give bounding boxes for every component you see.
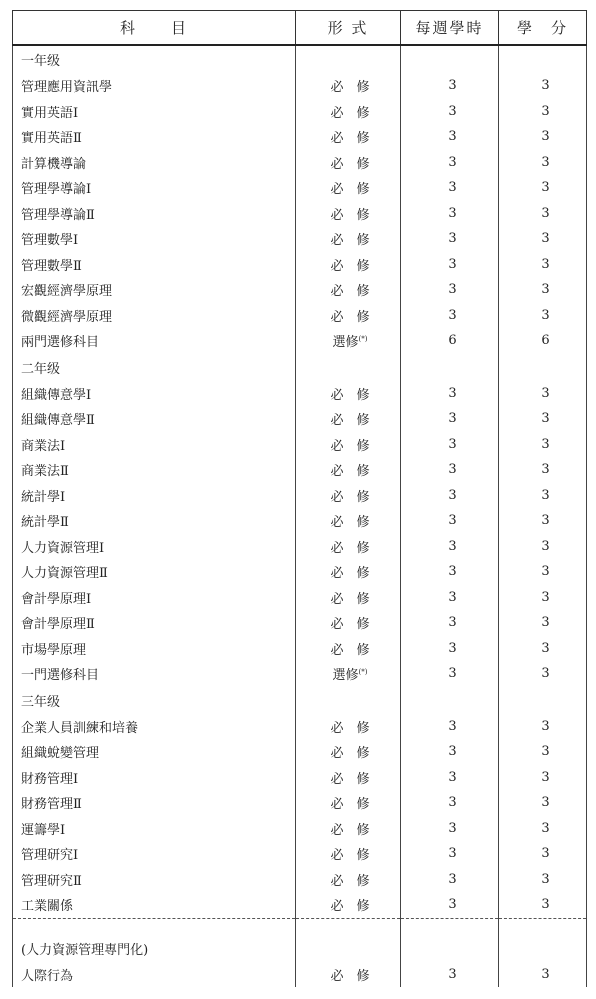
table-body bbox=[13, 45, 587, 987]
course-form bbox=[296, 790, 401, 816]
course-form-label: 必 修 bbox=[330, 873, 370, 889]
course-subject: 計算機導論 bbox=[13, 150, 296, 176]
course-credits: 3 bbox=[499, 381, 587, 407]
course-weekly-hours: 3 bbox=[401, 962, 499, 988]
course-credits: 3 bbox=[499, 739, 587, 765]
empty-cell bbox=[296, 687, 401, 714]
course-weekly-hours: 3 bbox=[401, 765, 499, 791]
course-form-label: 必 修 bbox=[330, 156, 370, 172]
course-credits: 3 bbox=[499, 277, 587, 303]
course-form bbox=[296, 99, 401, 125]
course-form-label: 必 修 bbox=[330, 489, 370, 505]
course-form-label: 必 修 bbox=[330, 80, 370, 96]
empty-cell bbox=[401, 935, 499, 962]
course-weekly-hours: 3 bbox=[401, 636, 499, 662]
course-weekly-hours: 3 bbox=[401, 303, 499, 329]
course-form bbox=[296, 714, 401, 740]
header-form: 形 式 bbox=[296, 11, 401, 46]
course-row bbox=[13, 328, 587, 354]
empty-cell bbox=[499, 918, 587, 935]
course-subject: 統計學Ⅱ bbox=[13, 508, 296, 534]
course-credits: 3 bbox=[499, 585, 587, 611]
course-subject: 管理數學Ⅱ bbox=[13, 252, 296, 278]
course-row bbox=[13, 790, 587, 816]
course-subject: 運籌學Ⅰ bbox=[13, 816, 296, 842]
course-form bbox=[296, 559, 401, 585]
empty-cell bbox=[296, 45, 401, 73]
course-subject: 微觀經濟學原理 bbox=[13, 303, 296, 329]
course-weekly-hours: 3 bbox=[401, 892, 499, 918]
course-form bbox=[296, 483, 401, 509]
course-credits: 3 bbox=[499, 765, 587, 791]
course-credits: 3 bbox=[499, 714, 587, 740]
course-credits: 3 bbox=[499, 962, 587, 988]
course-credits: 3 bbox=[499, 483, 587, 509]
course-form-label: 必 修 bbox=[330, 720, 370, 736]
course-form-label: 必 修 bbox=[330, 968, 370, 984]
course-form bbox=[296, 867, 401, 893]
course-form bbox=[296, 277, 401, 303]
course-credits: 6 bbox=[499, 328, 587, 354]
grade-heading: 二年级 bbox=[13, 354, 296, 381]
course-form bbox=[296, 892, 401, 918]
course-subject: 會計學原理Ⅰ bbox=[13, 585, 296, 611]
course-subject: 組織傳意學Ⅱ bbox=[13, 406, 296, 432]
course-form bbox=[296, 661, 401, 687]
course-form bbox=[296, 201, 401, 227]
course-credits: 3 bbox=[499, 175, 587, 201]
course-form bbox=[296, 610, 401, 636]
course-weekly-hours: 3 bbox=[401, 661, 499, 687]
course-weekly-hours: 3 bbox=[401, 381, 499, 407]
course-form bbox=[296, 381, 401, 407]
course-form bbox=[296, 175, 401, 201]
course-row bbox=[13, 406, 587, 432]
course-row bbox=[13, 124, 587, 150]
course-form bbox=[296, 150, 401, 176]
course-credits: 3 bbox=[499, 841, 587, 867]
course-row bbox=[13, 816, 587, 842]
empty-cell bbox=[499, 45, 587, 73]
grade-heading-row bbox=[13, 354, 587, 381]
header-credits: 學 分 bbox=[499, 11, 587, 46]
course-credits: 3 bbox=[499, 816, 587, 842]
course-weekly-hours: 3 bbox=[401, 585, 499, 611]
course-row bbox=[13, 765, 587, 791]
empty-cell bbox=[296, 918, 401, 935]
empty-cell bbox=[499, 354, 587, 381]
course-form bbox=[296, 585, 401, 611]
empty-cell bbox=[499, 687, 587, 714]
course-form-label: 必 修 bbox=[330, 617, 370, 633]
course-credits: 3 bbox=[499, 124, 587, 150]
course-form-label: 選修 bbox=[332, 668, 359, 684]
course-form-label: 必 修 bbox=[330, 413, 370, 429]
course-subject: 管理應用資訊學 bbox=[13, 73, 296, 99]
course-weekly-hours: 3 bbox=[401, 483, 499, 509]
course-row bbox=[13, 277, 587, 303]
course-credits: 3 bbox=[499, 457, 587, 483]
course-row bbox=[13, 226, 587, 252]
course-credits: 3 bbox=[499, 226, 587, 252]
course-subject: 財務管理Ⅱ bbox=[13, 790, 296, 816]
course-weekly-hours: 3 bbox=[401, 277, 499, 303]
course-form bbox=[296, 534, 401, 560]
course-weekly-hours: 3 bbox=[401, 534, 499, 560]
course-credits: 3 bbox=[499, 201, 587, 227]
grade-heading: 三年级 bbox=[13, 687, 296, 714]
course-form-label: 必 修 bbox=[330, 642, 370, 658]
course-row bbox=[13, 867, 587, 893]
course-weekly-hours: 6 bbox=[401, 328, 499, 354]
course-row bbox=[13, 508, 587, 534]
course-subject: 實用英語Ⅱ bbox=[13, 124, 296, 150]
course-form-label: 必 修 bbox=[330, 258, 370, 274]
course-row bbox=[13, 739, 587, 765]
course-subject: 兩門選修科目 bbox=[13, 328, 296, 354]
course-subject: 市場學原理 bbox=[13, 636, 296, 662]
course-form bbox=[296, 508, 401, 534]
course-form bbox=[296, 636, 401, 662]
course-row bbox=[13, 483, 587, 509]
course-form-label: 必 修 bbox=[330, 540, 370, 556]
course-row bbox=[13, 457, 587, 483]
course-form bbox=[296, 841, 401, 867]
course-form-label: 必 修 bbox=[330, 848, 370, 864]
elective-note-marker: (*) bbox=[358, 668, 368, 677]
course-subject: 人力資源管理Ⅰ bbox=[13, 534, 296, 560]
course-row bbox=[13, 175, 587, 201]
course-row bbox=[13, 661, 587, 687]
course-credits: 3 bbox=[499, 867, 587, 893]
empty-cell bbox=[401, 687, 499, 714]
course-subject: 統計學Ⅰ bbox=[13, 483, 296, 509]
header-weekly-hours: 每週學時 bbox=[401, 11, 499, 46]
course-form bbox=[296, 739, 401, 765]
course-credits: 3 bbox=[499, 610, 587, 636]
course-row bbox=[13, 73, 587, 99]
course-row bbox=[13, 534, 587, 560]
course-row bbox=[13, 559, 587, 585]
course-subject: 組織傳意學Ⅰ bbox=[13, 381, 296, 407]
course-subject: 實用英語Ⅰ bbox=[13, 99, 296, 125]
course-weekly-hours: 3 bbox=[401, 99, 499, 125]
course-weekly-hours: 3 bbox=[401, 457, 499, 483]
course-credits: 3 bbox=[499, 252, 587, 278]
course-weekly-hours: 3 bbox=[401, 739, 499, 765]
course-form bbox=[296, 457, 401, 483]
course-credits: 3 bbox=[499, 99, 587, 125]
empty-cell bbox=[499, 935, 587, 962]
course-form bbox=[296, 73, 401, 99]
course-credits: 3 bbox=[499, 661, 587, 687]
course-form-label: 必 修 bbox=[330, 233, 370, 249]
course-subject: 管理研究Ⅰ bbox=[13, 841, 296, 867]
course-row bbox=[13, 201, 587, 227]
course-form-label: 必 修 bbox=[330, 464, 370, 480]
course-weekly-hours: 3 bbox=[401, 432, 499, 458]
course-weekly-hours: 3 bbox=[401, 175, 499, 201]
specialization-heading-row bbox=[13, 935, 587, 962]
course-form bbox=[296, 432, 401, 458]
course-form-label: 必 修 bbox=[330, 771, 370, 787]
table-header-row bbox=[13, 11, 587, 46]
course-subject: 商業法Ⅱ bbox=[13, 457, 296, 483]
course-row bbox=[13, 99, 587, 125]
course-credits: 3 bbox=[499, 559, 587, 585]
course-credits: 3 bbox=[499, 150, 587, 176]
course-subject: 管理研究Ⅱ bbox=[13, 867, 296, 893]
course-weekly-hours: 3 bbox=[401, 610, 499, 636]
course-subject: 管理學導論Ⅰ bbox=[13, 175, 296, 201]
course-credits: 3 bbox=[499, 432, 587, 458]
course-form-label: 必 修 bbox=[330, 284, 370, 300]
course-row bbox=[13, 636, 587, 662]
course-subject: 商業法Ⅰ bbox=[13, 432, 296, 458]
empty-cell bbox=[13, 918, 296, 935]
course-form bbox=[296, 406, 401, 432]
course-weekly-hours: 3 bbox=[401, 406, 499, 432]
course-form-label: 必 修 bbox=[330, 207, 370, 223]
course-credits: 3 bbox=[499, 892, 587, 918]
empty-cell bbox=[401, 918, 499, 935]
course-subject: 一門選修科目 bbox=[13, 661, 296, 687]
specialization-heading: (人力資源管理專門化) bbox=[13, 935, 296, 962]
course-row bbox=[13, 303, 587, 329]
course-row bbox=[13, 892, 587, 918]
course-subject: 工業關係 bbox=[13, 892, 296, 918]
course-row bbox=[13, 252, 587, 278]
course-weekly-hours: 3 bbox=[401, 816, 499, 842]
course-credits: 3 bbox=[499, 406, 587, 432]
course-subject: 管理數學Ⅰ bbox=[13, 226, 296, 252]
course-weekly-hours: 3 bbox=[401, 867, 499, 893]
course-subject: 企業人員訓練和培養 bbox=[13, 714, 296, 740]
course-form-label: 必 修 bbox=[330, 515, 370, 531]
course-form bbox=[296, 252, 401, 278]
course-weekly-hours: 3 bbox=[401, 124, 499, 150]
grade-heading-row bbox=[13, 45, 587, 73]
empty-cell bbox=[401, 354, 499, 381]
course-credits: 3 bbox=[499, 508, 587, 534]
course-form-label: 必 修 bbox=[330, 822, 370, 838]
course-form bbox=[296, 328, 401, 354]
spacer-row bbox=[13, 918, 587, 935]
course-form-label: 必 修 bbox=[330, 591, 370, 607]
grade-heading: 一年级 bbox=[13, 45, 296, 73]
course-form bbox=[296, 124, 401, 150]
elective-note-marker: (*) bbox=[358, 335, 368, 344]
course-weekly-hours: 3 bbox=[401, 714, 499, 740]
empty-cell bbox=[296, 935, 401, 962]
course-row bbox=[13, 962, 587, 988]
empty-cell bbox=[401, 45, 499, 73]
course-weekly-hours: 3 bbox=[401, 252, 499, 278]
course-table bbox=[12, 10, 587, 987]
course-row bbox=[13, 610, 587, 636]
course-row bbox=[13, 714, 587, 740]
course-form bbox=[296, 816, 401, 842]
course-weekly-hours: 3 bbox=[401, 841, 499, 867]
course-form-label: 必 修 bbox=[330, 566, 370, 582]
course-row bbox=[13, 381, 587, 407]
course-form bbox=[296, 303, 401, 329]
course-credits: 3 bbox=[499, 73, 587, 99]
course-weekly-hours: 3 bbox=[401, 508, 499, 534]
course-form-label: 必 修 bbox=[330, 899, 370, 915]
course-credits: 3 bbox=[499, 303, 587, 329]
course-row bbox=[13, 585, 587, 611]
course-subject: 財務管理Ⅰ bbox=[13, 765, 296, 791]
grade-heading-row bbox=[13, 687, 587, 714]
header-subject: 科 目 bbox=[13, 11, 296, 46]
course-form-label: 必 修 bbox=[330, 105, 370, 121]
course-credits: 3 bbox=[499, 534, 587, 560]
course-weekly-hours: 3 bbox=[401, 790, 499, 816]
course-weekly-hours: 3 bbox=[401, 201, 499, 227]
course-form-label: 必 修 bbox=[330, 746, 370, 762]
course-weekly-hours: 3 bbox=[401, 73, 499, 99]
course-table-page bbox=[12, 10, 586, 995]
course-form-label: 必 修 bbox=[330, 797, 370, 813]
course-row bbox=[13, 150, 587, 176]
empty-cell bbox=[296, 354, 401, 381]
course-form-label: 選修 bbox=[332, 335, 359, 351]
course-form-label: 必 修 bbox=[330, 309, 370, 325]
course-subject: 宏觀經濟學原理 bbox=[13, 277, 296, 303]
course-subject: 人際行為 bbox=[13, 962, 296, 988]
course-subject: 會計學原理Ⅱ bbox=[13, 610, 296, 636]
course-form bbox=[296, 226, 401, 252]
course-form-label: 必 修 bbox=[330, 438, 370, 454]
course-credits: 3 bbox=[499, 790, 587, 816]
course-form-label: 必 修 bbox=[330, 131, 370, 147]
course-subject: 人力資源管理Ⅱ bbox=[13, 559, 296, 585]
course-row bbox=[13, 432, 587, 458]
course-credits: 3 bbox=[499, 636, 587, 662]
course-weekly-hours: 3 bbox=[401, 150, 499, 176]
course-subject: 組織蛻變管理 bbox=[13, 739, 296, 765]
course-form-label: 必 修 bbox=[330, 387, 370, 403]
course-weekly-hours: 3 bbox=[401, 559, 499, 585]
course-form bbox=[296, 765, 401, 791]
course-form bbox=[296, 962, 401, 988]
course-row bbox=[13, 841, 587, 867]
course-weekly-hours: 3 bbox=[401, 226, 499, 252]
course-subject: 管理學導論Ⅱ bbox=[13, 201, 296, 227]
course-form-label: 必 修 bbox=[330, 182, 370, 198]
